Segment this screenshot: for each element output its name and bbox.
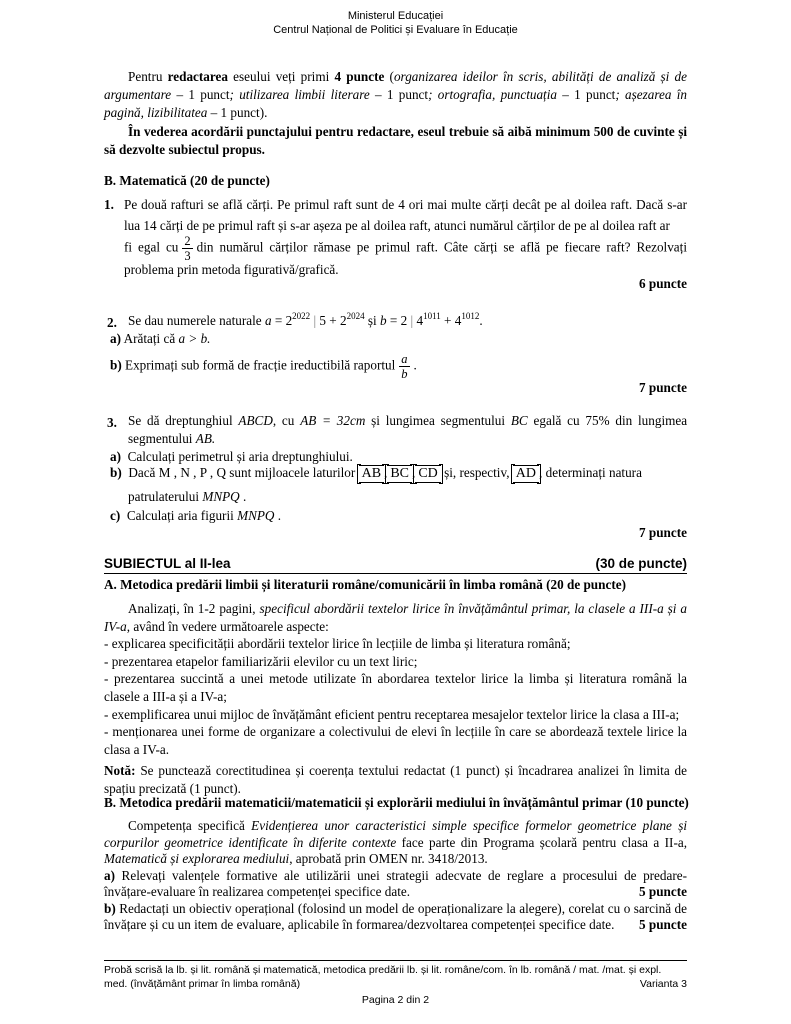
header-ministry: Ministerul Educației [347,10,444,22]
q2-part-a: a) Arătați că a > b. [110,331,211,346]
math-heading: B. Matematică (20 de puncte) [104,173,270,188]
fraction-two-thirds: $\frac{2}{3}$ [184,234,191,263]
footer-variant: Varianta 3 [639,978,687,990]
q2-part-b: b) Exprimați sub formă de fracție ireductibilă raportul $\frac{a}{b}$ . [110,352,417,381]
list-item: - menționarea unei forme de organizare a colectivului de elevi în lecțiile în care se abordează textele lirice la clasa a IV-a. [104,724,687,757]
footer-line1: Probă scrisă la lb. și lit. română și matematică, metodica predării lb. și lit. române/com. în lb. română / mat. /mat. și expl. [104,964,662,976]
q1-points: 6 puncte [639,276,687,291]
subject2-b-intro: Competența specifică Evidențierea unor caracteristici simple specifice formelor geometrice plane și corpurilor geometrice identificate în diferite contexte face parte din Programa școlară pentru clasa a II-a, Matematică și explorarea mediului, aprobată prin OMEN nr. 3418/2013. [104,818,687,866]
subject2-title-bar [104,556,687,574]
list-item: - explicarea specificității abordării textelor lirice în lecțiile de limba și literatura română; [104,636,571,652]
q2-points: 7 puncte [639,380,687,395]
q3-part-c: c) Calculați aria figurii MNPQ . [110,508,282,523]
segment-bc: BC [387,465,412,483]
list-item: - prezentarea etapelor familiarizării elevilor cu un text liric; [104,653,418,669]
q1-text-end: problema prin metoda figurativă/grafică. [124,262,339,277]
q3-part-b: b) Dacă M , N , P , Q sunt mijloacele laturilor AB , BC , CD și, respectiv, AD , determinați natura [110,465,642,481]
segment-cd: CD [415,465,440,483]
q2-number: 2. [107,315,117,330]
subject2-b-part-a-points: 5 puncte [639,884,687,899]
footer-line2: med. (învățământ primar în limba română) [104,978,301,990]
q2-statement: Se dau numerele naturale $a = 2^{2022}$ | $5 + 2^{2024}$ și b = 2 | $4^{1011} + 4^{1012}$. [128,311,483,328]
segment-ad: AD [513,465,539,483]
list-item: - exemplificarea unui mijloc de învățământ eficient pentru receptarea mesajelor textelor lirice la clasa a III-a; [104,706,680,722]
subject2-b-body [104,818,687,934]
subject2-b-part-a: a) Relevați valențele formative ale utilizării unei strategii adecvate de reglare a procesului de predare-învățare-evaluare în realizarea competenței specifice date. 5 puncte [104,867,687,899]
subject2-title: SUBIECTUL al II-lea [104,556,231,571]
segment-ab: AB [359,465,384,483]
subject2-b-part-b: b) Redactați un obiectiv operațional (folosind un model de operaționalizare la alegere), corelat cu o sarcină de învățare și cu un item de evaluare, aplicabile în formarea/dezvoltarea competenței specifice date. 5 puncte [104,900,687,932]
subject2-a-heading: A. Metodica predării limbii și literaturii române/comunicării în limba română (20 de puncte) [104,577,626,592]
subject2-note: Notă: Se punctează corectitudinea și coerența textului redactat (1 punct) și încadrarea analizei în limita de spațiu precizată (1 punct). [104,763,687,796]
q1-number: 1. [104,197,114,212]
subject2-a-body [104,600,687,798]
list-item: - prezentarea succintă a unei metode utilizate în abordarea textelor lirice la limba și literatura română la clasele a III-a și a IV-a; [104,671,687,704]
redactare-paragraph: Pentru redactarea eseului veți primi 4 puncte (organizarea ideilor în scris, abilități de analiză și de argumentare – 1 punct; utilizarea limbii literare – 1 punct; ortografia, punctuația – 1 punct; așezarea în pagină, lizibilitatea – 1 punct). [104,69,687,120]
q3-points: 7 puncte [639,525,687,540]
header-center: Centrul Național de Politici și Evaluare în Educație [273,24,518,36]
redactare-requirement: În vederea acordării punctajului pentru redactare, eseul trebuie să aibă minimum 500 de cuvinte și să dezvolte subiectul propus. [104,124,687,157]
fraction-a-over-b: $\frac{a}{b}$ [401,352,408,381]
footer-divider [104,960,687,961]
subject2-points: (30 de puncte) [595,556,687,571]
q1-text-fraction-line: fi egal cu $\frac{2}{3}$ din numărul cărților rămase pe primul raft. Câte cărți se află pe fiecare raft? Rezolvați [124,234,687,263]
footer-page-number: Pagina 2 din 2 [361,994,430,1006]
subject2-b-heading: B. Metodica predării matematicii/matematicii și explorării mediului în învățământul primar (10 puncte) [104,795,689,810]
q3-statement-end: segmentului AB. [128,431,216,446]
subject2-a-intro: Analizați, în 1-2 pagini, specificul abordării textelor lirice în învățământul primar, la clasele a III-a și a IV-a, având în vedere următoarele aspecte: [104,601,687,634]
q3-part-a: a) Calculați perimetrul și aria dreptunghiului. [110,449,353,464]
q3-number: 3. [107,415,117,430]
q1-text: Pe două rafturi se află cărți. Pe primul raft sunt de 4 ori mai multe cărți decât pe al doilea raft. Dacă s-ar lua 14 cărți de pe primul raft și s-ar așeza pe al doilea raft, atunci numărul cărților de pe al doilea raft ar [124,197,687,233]
subject2-b-part-b-points: 5 puncte [633,917,687,934]
q3-statement: Se dă dreptunghiul ABCD, cu AB = 32cm și lungimea segmentului BC egală cu 75% din lungimea [128,413,688,428]
q3-part-b-end: patrulaterului MNPQ . [128,489,247,504]
